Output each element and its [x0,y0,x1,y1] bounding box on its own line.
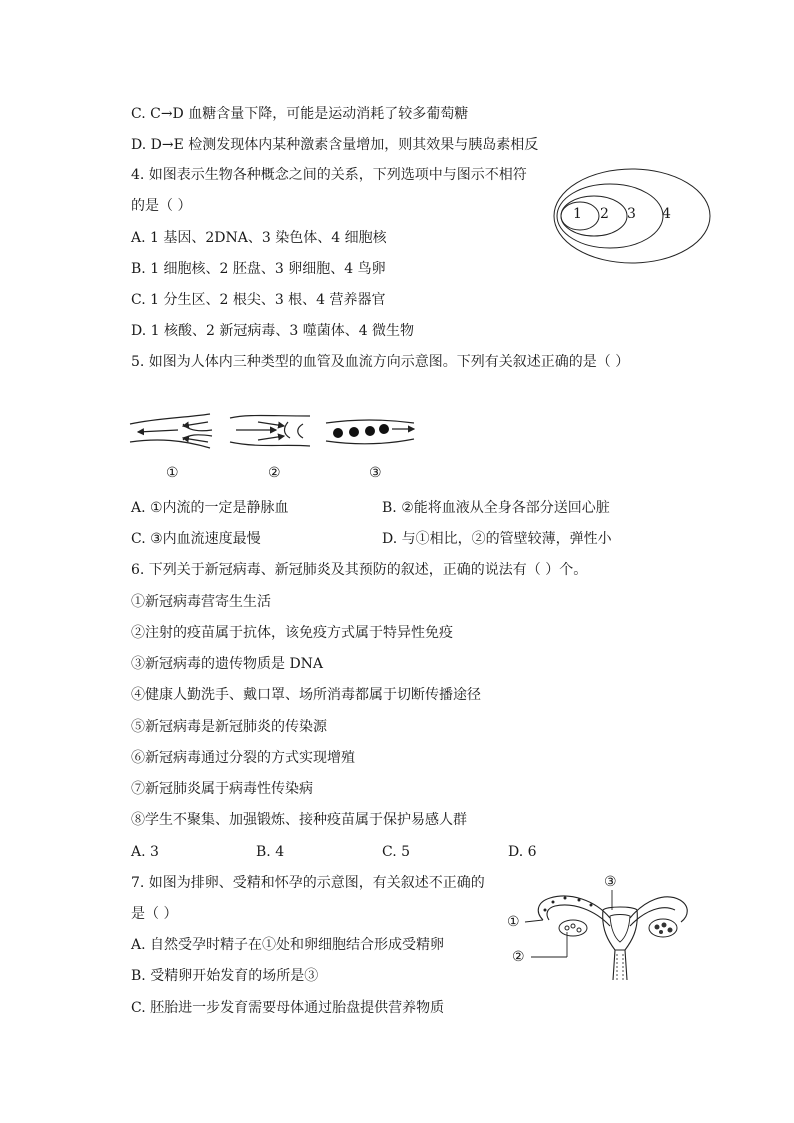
red-blood-cell [333,428,343,438]
q6-option-b: B. 4 [256,844,285,860]
q4-option-c: C. 1 分生区、2 根尖、3 根、4 营养器官 [131,292,386,308]
vessel-label-1: ① [166,465,179,481]
q6-statement: ⑦新冠肺炎属于病毒性传染病 [131,781,313,797]
q5-option-d: D. 与①相比，②的管壁较薄，弹性小 [382,531,612,547]
vessel-2-vein [228,412,318,452]
uterus-label-1: ① [507,914,520,930]
uterus-label-3: ③ [604,874,617,890]
q7-stem-line2: 是（ ） [131,906,178,922]
vessel-3-capillary [324,417,419,447]
q6-statement: ④健康人勤洗手、戴口罩、场所消毒都属于切断传播途径 [131,687,481,703]
ellipse-label-2: 2 [600,206,609,222]
q6-option-c: C. 5 [382,844,411,860]
red-blood-cell [365,426,375,436]
reproductive-system-diagram [515,880,695,985]
ellipse-label-1: 1 [573,206,582,222]
q4-option-d: D. 1 核酸、2 新冠病毒、3 噬菌体、4 微生物 [131,323,415,339]
q4-option-b: B. 1 细胞核、2 胚盘、3 卵细胞、4 鸟卵 [131,261,386,277]
q4-stem-line1: 4. 如图表示生物各种概念之间的关系，下列选项中与图示不相符 [131,167,527,183]
q7-option-b: B. 受精卵开始发育的场所是③ [131,968,319,984]
q5-option-c: C. ③内血流速度最慢 [131,531,261,547]
q6-statement: ①新冠病毒营寄生生活 [131,594,271,610]
q5-stem: 5. 如图为人体内三种类型的血管及血流方向示意图。下列有关叙述正确的是（ ） [131,354,630,370]
ellipse-label-3: 3 [627,206,636,222]
q4-option-a: A. 1 基因、2DNA、3 染色体、4 细胞核 [131,230,387,246]
q7-stem-line1: 7. 如图为排卵、受精和怀孕的示意图，有关叙述不正确的 [131,875,485,891]
q3-option-d: D. D→E 检测发现体内某种激素含量增加，则其效果与胰岛素相反 [131,137,539,153]
vessel-1-artery [128,412,218,452]
q6-statement: ②注射的疫苗属于抗体，该免疫方式属于特异性免疫 [131,625,453,641]
red-blood-cell [349,427,359,437]
uterus-label-2: ② [512,949,525,965]
q6-statement: ⑤新冠病毒是新冠肺炎的传染源 [131,719,327,735]
ellipse-label-4: 4 [662,206,671,222]
red-blood-cell [379,424,389,434]
q3-option-c: C. C→D 血糖含量下降，可能是运动消耗了较多葡萄糖 [131,106,469,122]
q6-option-a: A. 3 [131,844,159,860]
q6-statement: ⑥新冠病毒通过分裂的方式实现增殖 [131,750,355,766]
right-ovary [649,919,677,937]
q5-option-a: A. ①内流的一定是静脉血 [131,500,289,516]
q6-statement: ③新冠病毒的遗传物质是 DNA [131,656,324,672]
q6-statement: ⑧学生不聚集、加强锻炼、接种疫苗属于保护易感人群 [131,812,467,828]
vessel-label-3: ③ [369,465,382,481]
q7-option-a: A. 自然受孕时精子在①处和卵细胞结合形成受精卵 [131,937,445,953]
q6-option-d: D. 6 [508,844,537,860]
q5-option-b: B. ②能将血液从全身各部分送回心脏 [382,500,610,516]
vessel-label-2: ② [268,465,281,481]
q4-stem-line2: 的是（ ） [131,198,192,214]
ellipse-2 [561,196,627,236]
q7-option-c: C. 胚胎进一步发育需要母体通过胎盘提供营养物质 [131,1000,445,1016]
q6-stem: 6. 下列关于新冠病毒、新冠肺炎及其预防的叙述，正确的说法有（ ）个。 [131,562,588,578]
